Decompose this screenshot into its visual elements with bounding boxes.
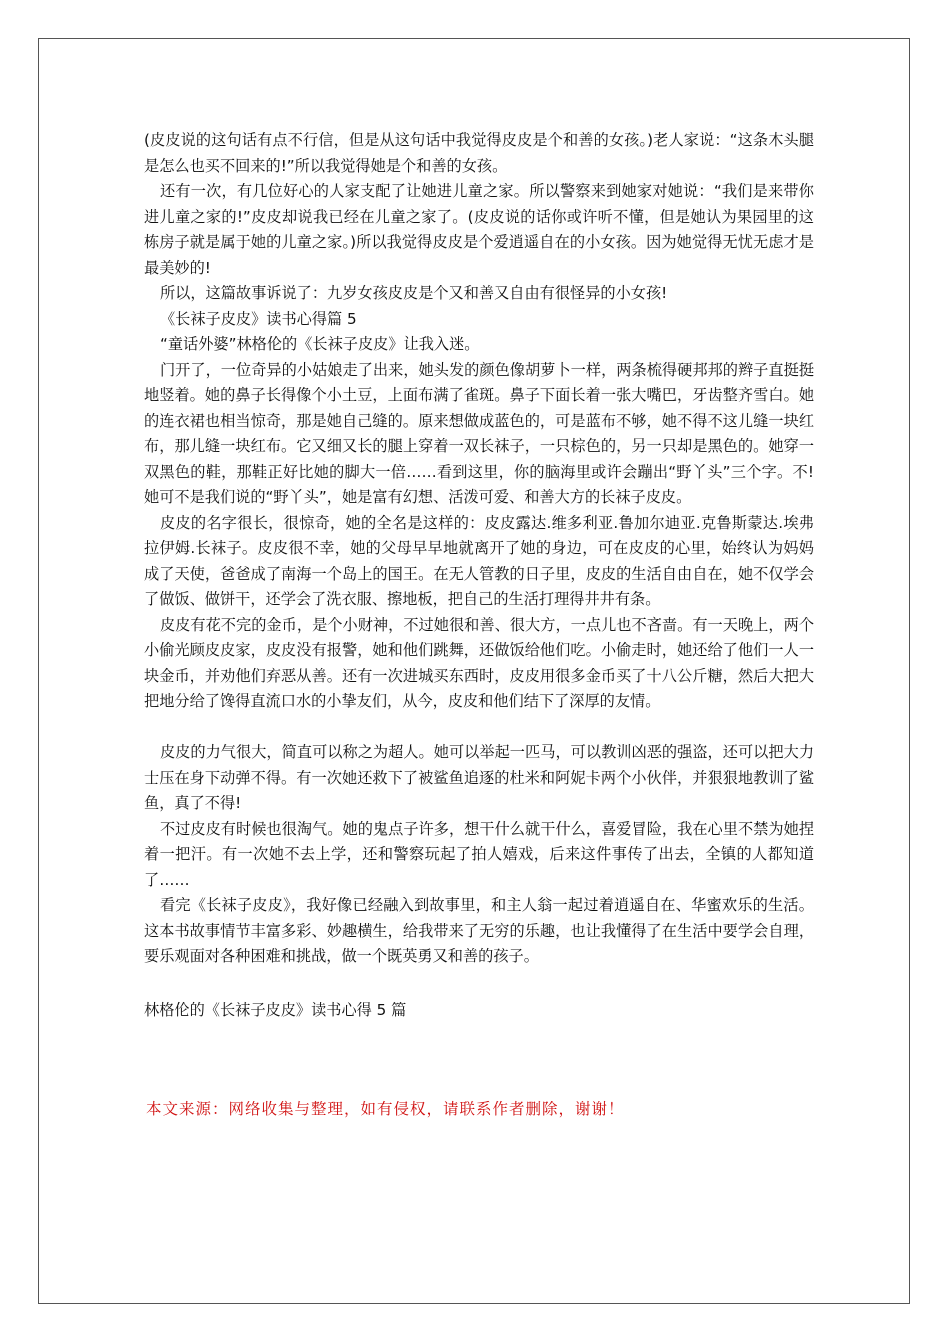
section-heading: 《长袜子皮皮》读书心得篇 5 [159,309,357,328]
paragraph: (皮皮说的这句话有点不行信，但是从这句话中我觉得皮皮是个和善的女孩。)老人家说：“这条木头腿是怎么也买不回来的!”所以我觉得她是个和善的女孩。 [144,131,814,175]
paragraph: 门开了，一位奇异的小姑娘走了出来，她头发的颜色像胡萝卜一样，两条梳得硬邦邦的辫子直挺挺地竖着。她的鼻子长得像个小土豆，上面布满了雀斑。鼻子下面长着一张大嘴巴，牙齿整齐雪白。她的连衣裙也相当惊奇，那是她自己缝的。原来想做成蓝色的，可是蓝布不够，她不得不这儿缝一块红布，那儿缝一块红布。它又细又长的腿上穿着一双长袜子，一只棕色的，另一只却是黑色的。她穿一双黑色的鞋，那鞋正好比她的脚大一倍……看到这里，你的脑海里或许会蹦出“野丫头”三个字。不!她可不是我们说的“野丫头”，她是富有幻想、活泼可爱、和善大方的长袜子皮皮。 [144,360,814,506]
paragraph: 皮皮的力气很大，简直可以称之为超人。她可以举起一匹马，可以教训凶恶的强盗，还可以把大力士压在身下动弹不得。有一次她还救下了被鲨鱼追逐的杜米和阿妮卡两个小伙伴，并狠狠地教训了鲨鱼，真了不得! [144,743,814,812]
paragraph: 皮皮有花不完的金币，是个小财神，不过她很和善、很大方，一点儿也不吝啬。有一天晚上，两个小偷光顾皮皮家，皮皮没有报警，她和他们跳舞，还做饭给他们吃。小偷走时，她还给了他们一人一块金币，并劝他们弃恶从善。还有一次进城买东西时，皮皮用很多金币买了十八公斤糖，然后大把大把地分给了馋得直流口水的小挚友们，从今，皮皮和他们结下了深厚的友情。 [144,615,814,710]
document-body [144,128,814,970]
source-disclaimer: 本文来源：网络收集与整理，如有侵权，请联系作者删除，谢谢！ [146,1100,625,1118]
paragraph: 看完《长袜子皮皮》，我好像已经融入到故事里，和主人翁一起过着逍遥自在、华蜜欢乐的生活。这本书故事情节丰富多彩、妙趣横生，给我带来了无穷的乐趣，也让我懂得了在生活中要学会自理，要乐观面对各种困难和挑战，做一个既英勇又和善的孩子。 [144,896,814,965]
paragraph: 皮皮的名字很长，很惊奇，她的全名是这样的：皮皮露达.维多利亚.鲁加尔迪亚.克鲁斯蒙达.埃弗拉伊姆.长袜子。皮皮很不幸，她的父母早早地就离开了她的身边，可在皮皮的心里，始终认为妈妈成了天使，爸爸成了南海一个岛上的国王。在无人管教的日子里，皮皮的生活自由自在，她不仅学会了做饭、做饼干，还学会了洗衣服、擦地板，把自己的生活打理得井井有条。 [144,513,814,608]
paragraph: 不过皮皮有时候也很淘气。她的鬼点子许多，想干什么就干什么，喜爱冒险，我在心里不禁为她捏着一把汗。有一次她不去上学，还和警察玩起了拍人嬉戏，后来这件事传了出去，全镇的人都知道了…… [144,819,814,889]
paragraph: “童话外婆”林格伦的《长袜子皮皮》让我入迷。 [159,335,480,353]
document-title: 林格伦的《长袜子皮皮》读书心得 5 篇 [144,1001,407,1019]
paragraph: 所以，这篇故事诉说了：九岁女孩皮皮是个又和善又自由有很怪异的小女孩! [159,284,668,302]
paragraph-gap [144,715,814,741]
paragraph: 还有一次，有几位好心的人家支配了让她进儿童之家。所以警察来到她家对她说：“我们是来带你进儿童之家的!”皮皮却说我已经在儿童之家了。(皮皮说的话你或许听不懂，但是她认为果园里的这栋房子就是属于她的儿童之家。)所以我觉得皮皮是个爱逍遥自在的小女孩。因为她觉得无忧无虑才是最美妙的! [144,182,814,277]
